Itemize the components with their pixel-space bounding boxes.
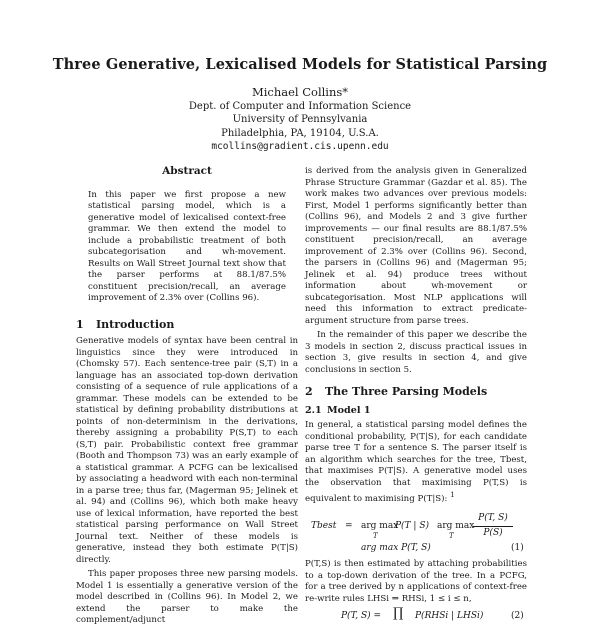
- left-column: [76, 166, 298, 627]
- section-title: Introduction: [96, 317, 175, 331]
- body-paragraph: P(T,S) is then estimated by attaching probabilities to a top-down derivation of the tree. In a PCFG, for a tree derived by n applications of context-free re-write rules LHSi ⇒ RHSi, 1 ≤ i ≤ n,: [305, 559, 527, 604]
- equation-1: [305, 511, 527, 555]
- footnote-mark: 1: [450, 490, 455, 499]
- equation-lhs: Tbest: [311, 521, 337, 532]
- equation-lhs: P(T, S) =: [341, 611, 382, 622]
- fraction-denominator: P(S): [483, 527, 503, 538]
- equation-argmax-subscript: T: [373, 532, 378, 541]
- abstract-text: In this paper we first propose a new statistical parsing model, which is a generative model of lexicalised context-free grammar. We then extend the model to include a probabilistic treatment of both subcategorisation and wh-movement. Results on Wall Street Journal text show that the parser performs at 88.1/87.5% constituent precision/recall, an average improvement of 2.3% over (Collins 96).: [88, 189, 286, 303]
- equation-argmax-subscript: T: [449, 532, 454, 541]
- author-affiliation-line: University of Pennsylvania: [232, 114, 368, 125]
- intro-paragraph: Generative models of syntax have been central in linguistics since they were introduced in (Chomsky 57). Each sentence-tree pair (S,T) in a language has an associated top-down derivation consisting of a sequence of rule applications of a grammar. These models can be extended to be statistical by defining probability distributions at points of non-determinism in the derivations, thereby assigning a probability P(S,T) to each (S,T) pair. Probabilistic context free grammar (Booth and Thompson 73) was an early example of a statistical grammar. A PCFG can be lexicalised by associating a headword with each non-terminal in a parse tree; thus far, (Magerman 95; Jelinek et al. 94) and (Collins 96), which both make heavy use of lexical information, have reported the best statistical parsing performance on Wall Street Journal text. Neither of these models is generative, instead they both estimate P(T|S) directly.: [76, 336, 298, 565]
- equation-equals: =: [345, 521, 353, 532]
- abstract-heading: Abstract: [162, 165, 212, 177]
- equation-argmax: arg max: [361, 521, 399, 532]
- body-paragraph: [305, 420, 527, 505]
- equation-fraction: [473, 513, 513, 539]
- author-affiliation-line: Philadelphia, PA, 19104, U.S.A.: [221, 127, 379, 139]
- subsection-title: Model 1: [327, 404, 371, 416]
- equation-line: arg max P(T, S): [361, 543, 431, 554]
- equation-argmax: arg max: [437, 521, 475, 532]
- body-paragraph: In the remainder of this paper we describe the 3 models in section 2, discuss practical issues in section 3, give results in section 4, and give conclusions in section 5.: [305, 330, 527, 375]
- section-number: 1: [76, 317, 84, 331]
- equation-term: P(T | S): [395, 521, 430, 532]
- author-block: [150, 86, 450, 154]
- equation-2: [305, 606, 527, 627]
- section-number: 2: [305, 385, 313, 398]
- fraction-bar: [473, 526, 513, 527]
- subsection-heading: [305, 405, 527, 417]
- product-symbol: ∏: [393, 606, 404, 622]
- equation-label: (1): [511, 543, 524, 554]
- author-email: mcollins@gradient.cis.upenn.edu: [211, 141, 389, 152]
- equation-term: P(RHSi | LHSi): [415, 611, 484, 622]
- author-name: Michael Collins*: [251, 85, 349, 99]
- subsection-number: 2.1: [305, 404, 322, 416]
- fraction-numerator: P(T, S): [478, 513, 508, 524]
- intro-paragraph: This paper proposes three new parsing models. Model 1 is essentially a generative version of the model described in (Collins 96). In Model 2, we extend the parser to make the complement/adjunct: [76, 569, 298, 625]
- body-paragraph: is derived from the analysis given in Generalized Phrase Structure Grammar (Gazdar et al. 85). The work makes two advances over previous models: First, Model 1 performs significantly better than (Collins 96), and Models 2 and 3 give further improvements — our final results are 88.1/87.5% constituent precision/recall, an average improvement of 2.3% over (Collins 96). Second, the parsers in (Collins 96) and (Magerman 95; Jelinek et al. 94) produce trees without information about wh-movement or subcategorisation. Most NLP applications will need this information to extract predicate-argument structure from parse trees.: [305, 166, 527, 326]
- section-heading: [76, 319, 298, 331]
- right-column: [305, 166, 527, 627]
- equation-label: (2): [511, 611, 524, 622]
- section-title: The Three Parsing Models: [325, 385, 488, 398]
- paper-title: Three Generative, Lexicalised Models for Statistical Parsing: [52, 56, 548, 73]
- model1-paragraph-text: In general, a statistical parsing model defines the conditional probability, P(T|S), for each candidate parse tree T for a sentence S. The parser itself is an algorithm which searches for the tree, Tbest, that maximises P(T|S). A generative model uses the observation that maximising P(T,S) is equivalent to maximising P(T|S):: [305, 420, 527, 504]
- section-heading: [305, 386, 527, 398]
- author-affiliation-line: Dept. of Computer and Information Science: [188, 100, 412, 112]
